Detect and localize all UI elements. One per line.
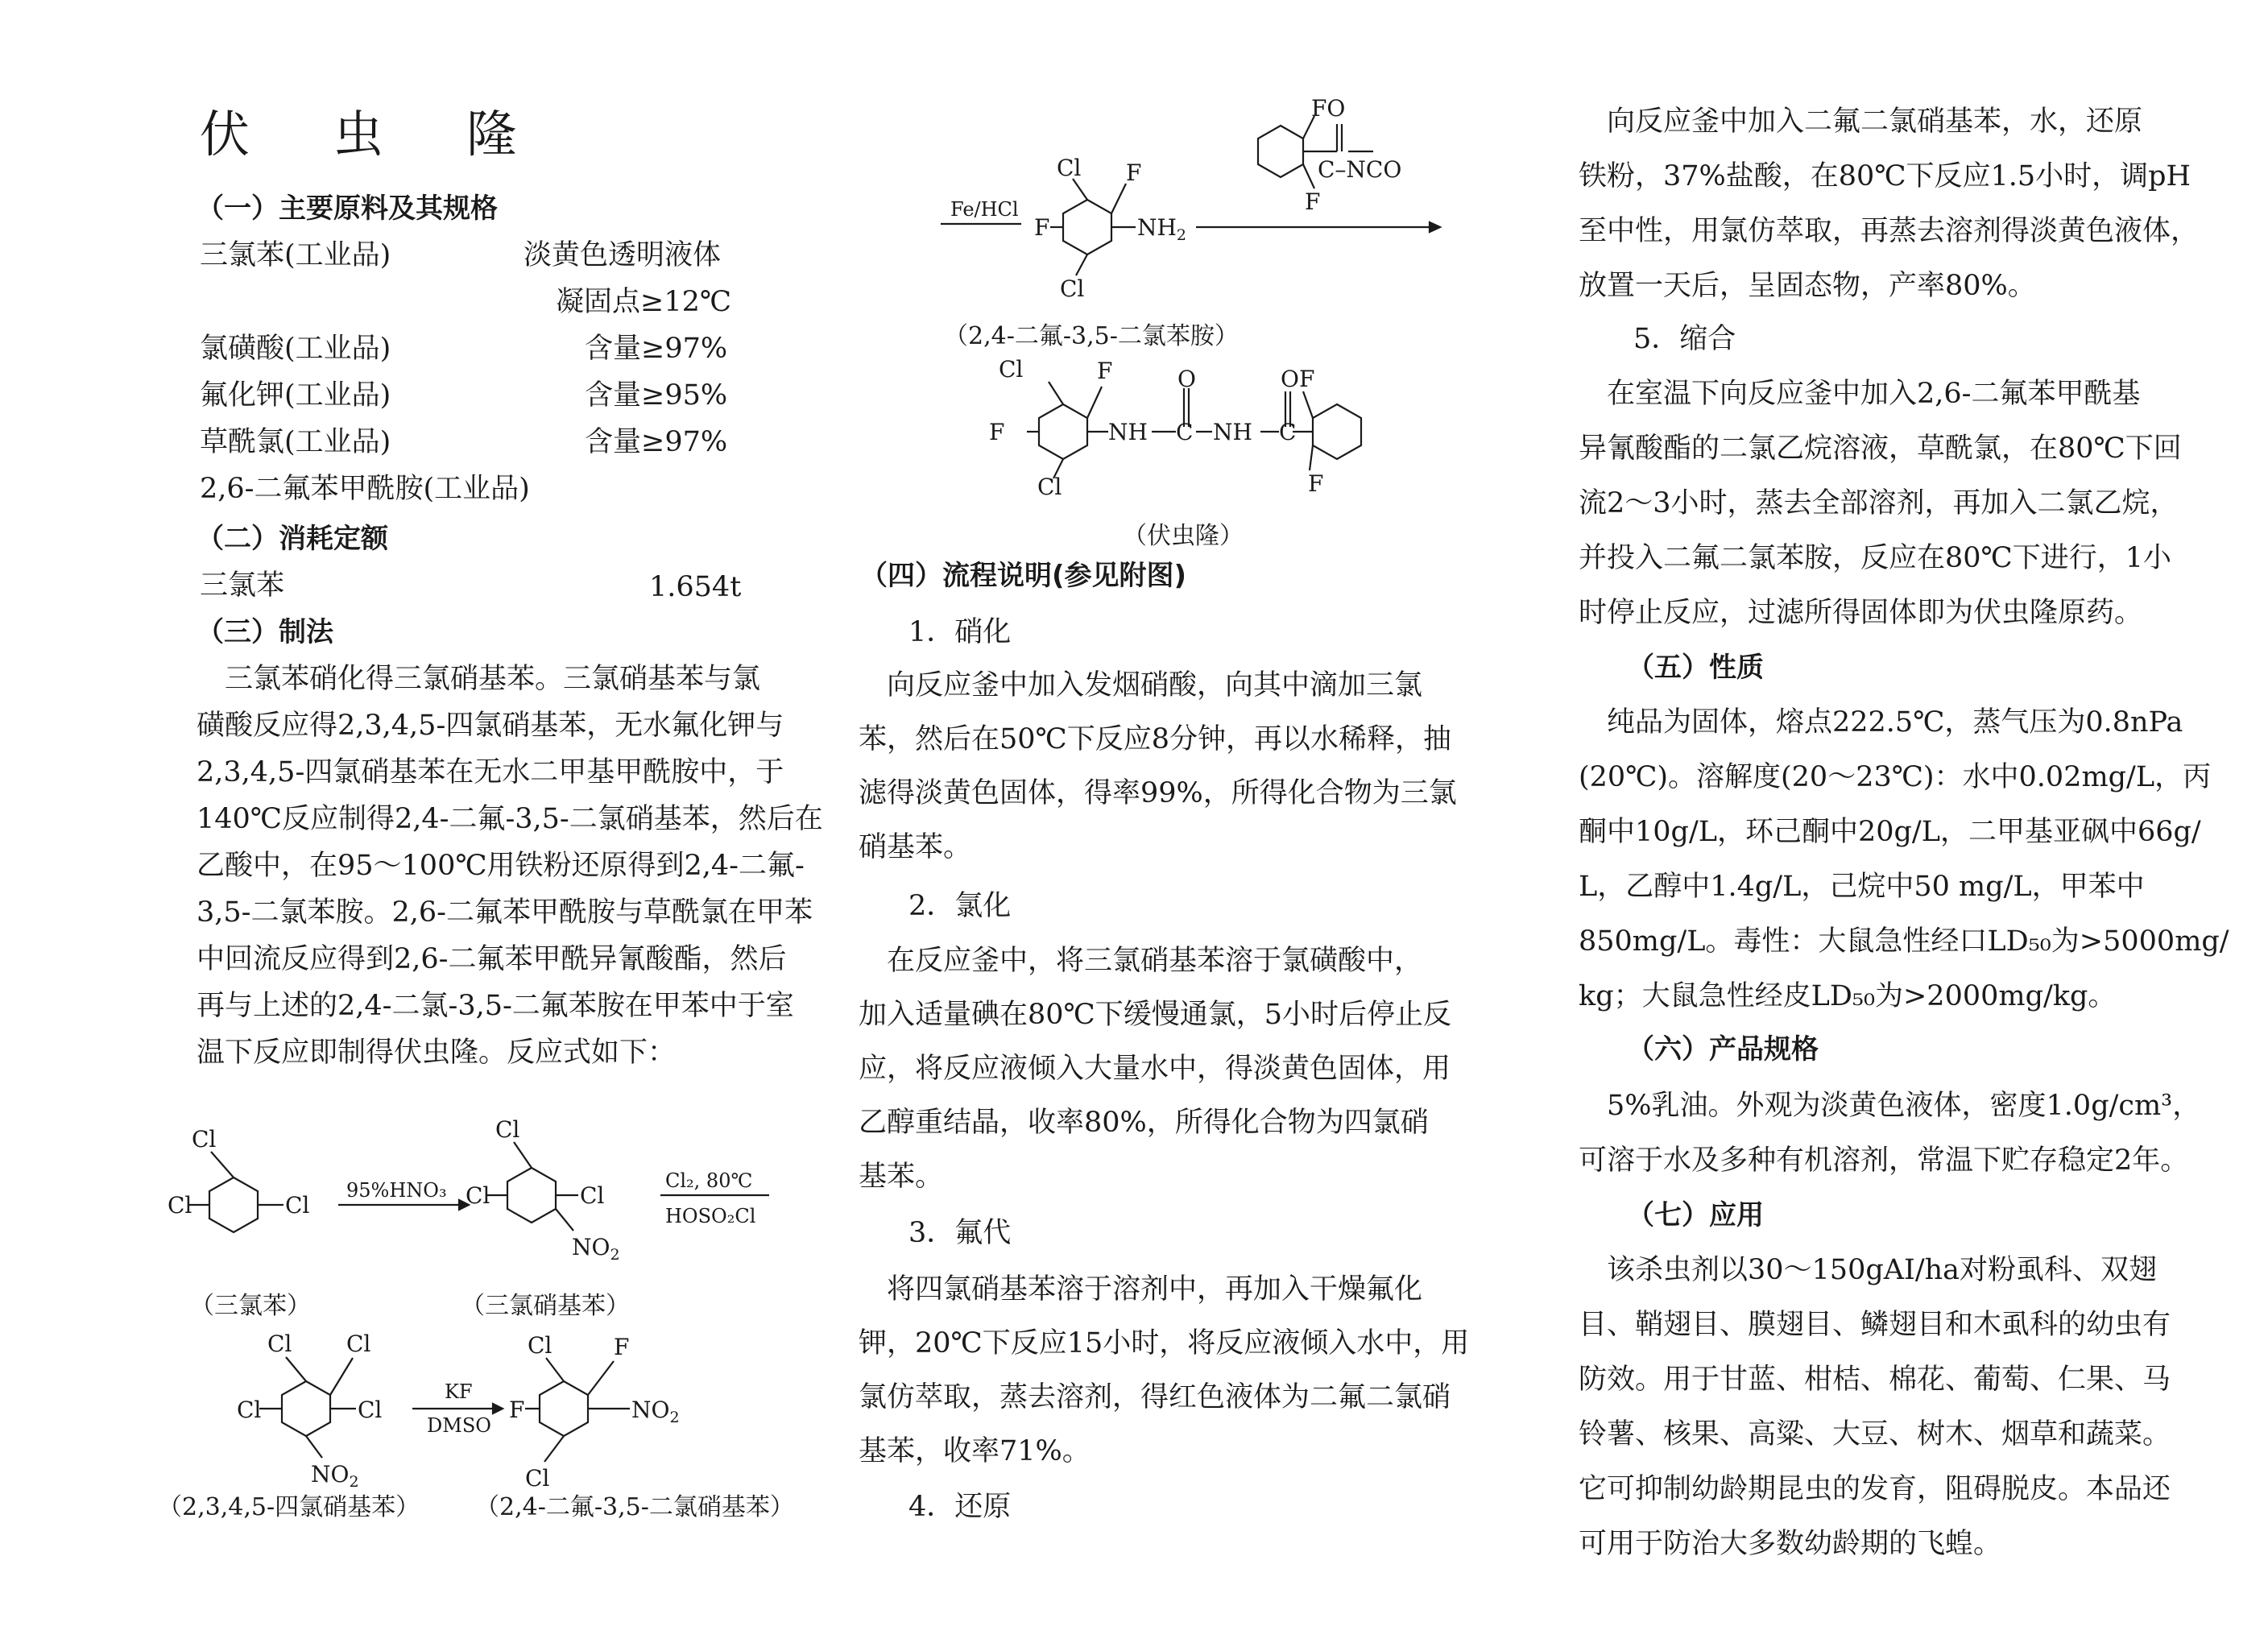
svg-text:Cl: Cl (999, 356, 1024, 383)
text-line: 磺酸反应得2,3,4,5-四氯硝基苯，无水氟化钾与 (197, 710, 784, 742)
text-line: 可用于防治大多数幼龄期的飞蝗。 (1579, 1528, 2002, 1560)
consumption-name: 三氯苯 (200, 569, 285, 602)
section-heading-process: （四）流程说明(参见附图) (860, 560, 1187, 592)
benzene-ring (282, 1381, 330, 1436)
svg-text:Cl: Cl (525, 1465, 550, 1492)
svg-text:F: F (1308, 470, 1324, 497)
benzene-ring (209, 1177, 258, 1232)
step-title: 5．缩合 (1633, 323, 1736, 355)
reagent-label: Cl₂, 80℃ (665, 1169, 753, 1192)
text-line: 硝基苯。 (859, 831, 972, 863)
text-line: 该杀虫剂以30～150gAI/ha对粉虱科、双翅 (1579, 1254, 2158, 1286)
material-spec: 含量≥95% (585, 379, 728, 412)
svg-text:C: C (1279, 419, 1297, 445)
step-title: 1．硝化 (908, 616, 1012, 648)
svg-text:C–NCO: C–NCO (1318, 156, 1402, 183)
text-line: 钾，20℃下反应15小时，将反应液倾入水中，用 (859, 1327, 1470, 1360)
text-line: 铃薯、核果、高粱、大豆、树木、烟草和蔬菜。 (1579, 1418, 2171, 1451)
compound-label: （三氯硝基苯） (461, 1292, 630, 1320)
material-name: 2,6-二氟苯甲酰胺(工业品) (200, 473, 530, 505)
text-line: 向反应釜中加入二氟二氯硝基苯，水，还原 (1579, 106, 2143, 138)
reagent-label: HOSO₂Cl (665, 1205, 756, 1227)
svg-text:Cl: Cl (346, 1331, 371, 1357)
svg-text:Cl: Cl (580, 1182, 605, 1209)
svg-text:F: F (1097, 358, 1113, 384)
svg-text:Cl: Cl (358, 1397, 383, 1423)
step-title: 4．还原 (908, 1491, 1012, 1523)
svg-text:O: O (1177, 366, 1196, 392)
text-line: kg；大鼠急性经皮LD₅₀为>2000mg/kg。 (1579, 980, 2117, 1012)
text-line: 并投入二氟二氯苯胺，反应在80℃下进行，1小 (1579, 542, 2171, 574)
text-line: 将四氯硝基苯溶于溶剂中，再加入干燥氟化 (859, 1273, 1423, 1306)
reagent-label: DMSO (427, 1414, 491, 1437)
svg-text:Cl: Cl (237, 1397, 262, 1423)
svg-text:NO2: $NO_2$ (572, 1234, 620, 1264)
material-spec: 凝固点≥12℃ (556, 286, 732, 318)
text-line: 苯，然后在50℃下反应8分钟，再以水稀释，抽 (859, 723, 1451, 755)
benzene-ring (507, 1168, 556, 1223)
material-name: 草酰氯(工业品) (200, 426, 391, 458)
svg-text:FO: FO (1311, 95, 1346, 122)
text-line: 加入适量碘在80℃下缓慢通氯，5小时后停止反 (859, 999, 1451, 1031)
compound-label: （2,4-二氟-3,5-二氯硝基苯） (475, 1493, 794, 1521)
compound-label: （2,3,4,5-四氯硝基苯） (158, 1493, 420, 1521)
svg-text:Cl: Cl (466, 1182, 490, 1209)
text-line: 850mg/L。毒性：大鼠急性经口LD₅₀为>5000mg/ (1579, 925, 2229, 958)
text-line: 140℃反应制得2,4-二氟-3,5-二氯硝基苯，然后在 (197, 803, 823, 835)
svg-text:F: F (509, 1397, 525, 1423)
section-heading-method: （三）制法 (197, 616, 333, 648)
text-line: 氯仿萃取，蒸去溶剂，得红色液体为二氟二氯硝 (859, 1381, 1451, 1413)
text-line: 乙酸中，在95～100℃用铁粉还原得到2,4-二氟- (197, 850, 805, 882)
svg-text:F: F (989, 419, 1005, 445)
text-line: 滤得淡黄色固体，得率99%，所得化合物为三氯 (859, 777, 1457, 809)
text-line: 纯品为固体，熔点222.5℃，蒸气压为0.8nPa (1579, 706, 2183, 739)
reagent-label: KF (445, 1380, 473, 1403)
svg-text:Cl: Cl (285, 1192, 310, 1219)
text-line: L，乙醇中1.4g/L，己烷中50 mg/L，甲苯中 (1579, 871, 2145, 903)
reagent-label: 95%HNO₃ (346, 1179, 447, 1202)
svg-text:Cl: Cl (1057, 155, 1082, 181)
text-line: 铁粉，37%盐酸，在80℃下反应1.5小时，调pH (1579, 160, 2191, 192)
compound-label: （伏虫隆） (1123, 522, 1244, 550)
svg-text:NH2: $NH_2$ (1137, 214, 1187, 244)
benzene-ring (1313, 404, 1361, 459)
svg-text:F: F (1305, 188, 1321, 215)
svg-text:NO2: $NO_2$ (631, 1397, 680, 1426)
section-heading-properties: （五）性质 (1627, 652, 1764, 684)
svg-text:F: F (614, 1334, 630, 1360)
consumption-value: 1.654t (649, 571, 742, 603)
text-line: 目、鞘翅目、膜翅目、鳞翅目和木虱科的幼虫有 (1579, 1309, 2171, 1341)
svg-text:Cl: Cl (495, 1119, 520, 1143)
text-line: (20℃)。溶解度(20～23℃)：水中0.02mg/L，丙 (1579, 761, 2212, 793)
svg-text:Cl: Cl (168, 1192, 192, 1219)
svg-text:Cl: Cl (1037, 474, 1062, 500)
text-line: 2,3,4,5-四氯硝基苯在无水二甲基甲酰胺中，于 (197, 756, 784, 788)
benzene-ring (540, 1381, 588, 1436)
text-line: 在反应釜中，将三氯硝基苯溶于氯磺酸中， (859, 945, 1423, 977)
svg-text:C: C (1176, 419, 1194, 445)
text-line: 酮中10g/L，环己酮中20g/L，二甲基亚砜中66g/ (1579, 816, 2201, 848)
text-line: 三氯苯硝化得三氯硝基苯。三氯硝基苯与氯 (197, 663, 761, 695)
text-line: 可溶于水及多种有机溶剂，常温下贮存稳定2年。 (1579, 1144, 2189, 1177)
svg-text:Cl: Cl (528, 1332, 553, 1359)
text-line: 乙醇重结晶，收率80%，所得化合物为四氯硝 (859, 1107, 1429, 1139)
svg-text:Cl: Cl (1060, 275, 1085, 302)
text-line: 中回流反应得到2,6-二氟苯甲酰异氰酸酯，然后 (197, 943, 787, 975)
text-line: 温下反应即制得伏虫隆。反应式如下： (197, 1037, 677, 1069)
text-line: 向反应釜中加入发烟硝酸，向其中滴加三氯 (859, 669, 1423, 701)
step-title: 2．氯化 (908, 890, 1012, 922)
svg-text:NO2: $NO_2$ (311, 1461, 359, 1491)
text-line: 在室温下向反应釜中加入2,6-二氟苯甲酰基 (1579, 378, 2141, 410)
step-title: 3．氟代 (908, 1217, 1012, 1249)
page-title: 伏 虫 隆 (200, 105, 551, 163)
svg-text:Cl: Cl (192, 1126, 217, 1153)
text-line: 基苯，收率71%。 (859, 1435, 1091, 1467)
reagent-label: Fe/HCl (950, 198, 1019, 221)
compound-label: （2,4-二氟-3,5-二氯苯胺） (944, 322, 1239, 350)
material-name: 氯磺酸(工业品) (200, 333, 391, 365)
text-line: 至中性，用氯仿萃取，再蒸去溶剂得淡黄色液体， (1579, 215, 2200, 247)
compound-label: （三氯苯） (190, 1292, 311, 1320)
text-line: 防效。用于甘蓝、柑桔、棉花、葡萄、仁果、马 (1579, 1364, 2171, 1396)
text-line: 异氰酸酯的二氯乙烷溶液，草酰氯，在80℃下回 (1579, 432, 2182, 465)
benzene-ring (1039, 404, 1087, 459)
material-spec: 淡黄色透明液体 (524, 239, 722, 271)
text-line: 5%乳油。外观为淡黄色液体，密度1.0g/cm³， (1579, 1090, 2201, 1122)
section-heading-uses: （七）应用 (1627, 1199, 1764, 1231)
material-spec: 含量≥97% (585, 426, 728, 458)
svg-text:F: F (1126, 159, 1142, 186)
section-heading-consumption: （二）消耗定额 (197, 523, 388, 555)
material-name: 氟化钾(工业品) (200, 379, 391, 412)
text-line: 再与上述的2,4-二氯-3,5-二氟苯胺在甲苯中于室 (197, 990, 794, 1022)
text-line: 3,5-二氯苯胺。2,6-二氟苯甲酰胺与草酰氯在甲苯 (197, 896, 813, 929)
text-line: 放置一天后，呈固态物，产率80%。 (1579, 270, 2036, 302)
section-heading-materials: （一）主要原料及其规格 (197, 192, 498, 225)
svg-text:OF: OF (1281, 366, 1315, 392)
text-line: 它可抑制幼龄期昆虫的发育，阻碍脱皮。本品还 (1579, 1473, 2171, 1505)
svg-text:NH: NH (1213, 419, 1252, 445)
text-line: 基苯。 (859, 1161, 944, 1193)
text-line: 流2～3小时，蒸去全部溶剂，再加入二氯乙烷， (1579, 487, 2179, 519)
text-line: 应，将反应液倾入大量水中，得淡黄色固体，用 (859, 1053, 1451, 1085)
material-name: 三氯苯(工业品) (200, 239, 391, 271)
svg-text:Cl: Cl (267, 1331, 292, 1357)
benzene-ring (1063, 200, 1111, 255)
svg-text:NH: NH (1108, 419, 1148, 445)
material-spec: 含量≥97% (585, 333, 728, 365)
section-heading-spec: （六）产品规格 (1627, 1033, 1819, 1066)
svg-text:F: F (1034, 214, 1050, 241)
text-line: 时停止反应，过滤所得固体即为伏虫隆原药。 (1579, 597, 2143, 629)
reaction-scheme-left (153, 1119, 813, 1538)
